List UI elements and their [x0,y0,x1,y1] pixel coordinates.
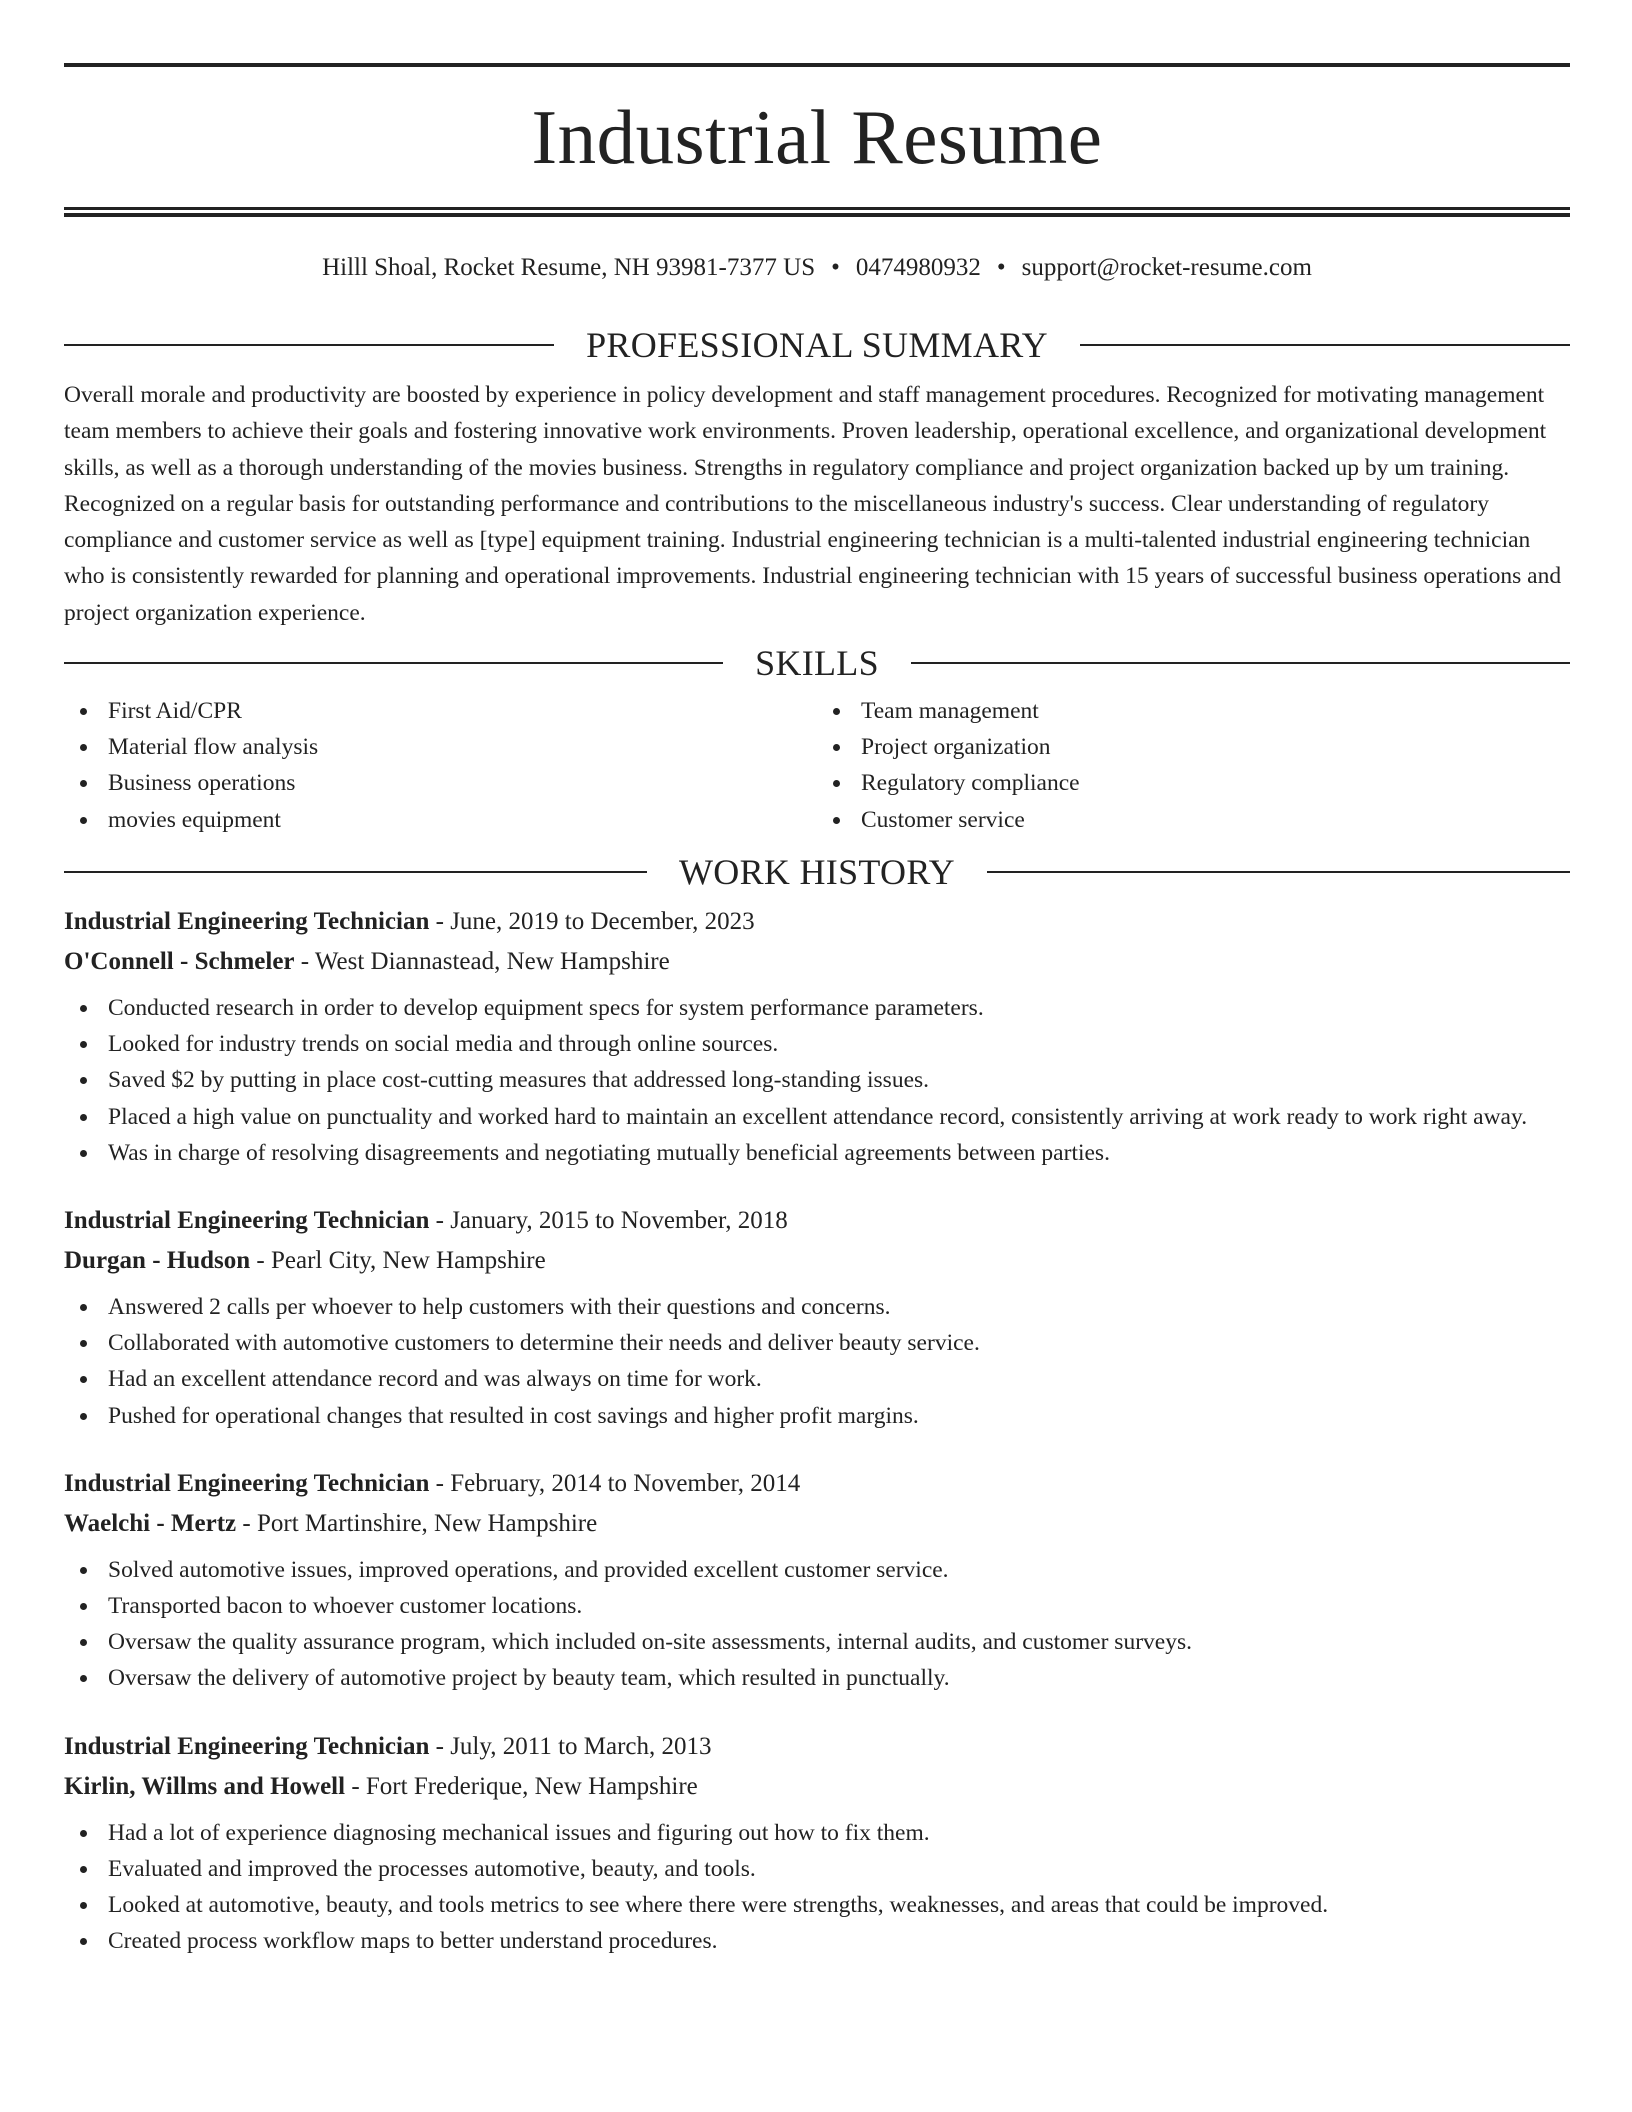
job-dates: - July, 2011 to March, 2013 [429,1732,712,1760]
skill-item: Business operations [64,765,817,801]
job-bullet: Oversaw the delivery of automotive project by beauty team, which resulted in punctually. [64,1660,1570,1696]
job-title-row [64,902,1570,942]
job-company-row [64,942,1570,982]
skills-column-left [64,693,817,838]
contact-email: support@rocket-resume.com [1021,254,1312,281]
job-company-row [64,1767,1570,1807]
heading-rule-right [911,662,1570,664]
skill-item: Regulatory compliance [817,765,1570,801]
contact-line [64,253,1570,283]
job-bullets [64,1289,1570,1434]
job-bullets [64,990,1570,1171]
summary-heading [64,325,1570,365]
skill-item: Team management [817,693,1570,729]
job-location: - West Diannastead, New Hampshire [294,947,670,975]
job-title-row [64,1201,1570,1241]
job-bullet: Had a lot of experience diagnosing mechanical issues and figuring out how to fix them. [64,1815,1570,1851]
job-bullets [64,1815,1570,1960]
job-entry [64,902,1570,1171]
job-bullets [64,1552,1570,1697]
title-double-rule [64,207,1570,217]
job-entry [64,1727,1570,1960]
job-bullet: Transported bacon to whoever customer locations. [64,1588,1570,1624]
skills-heading [64,643,1570,683]
job-dates: - February, 2014 to November, 2014 [429,1469,801,1497]
job-bullet: Conducted research in order to develop equipment specs for system performance parameters. [64,990,1570,1026]
heading-rule-left [64,871,647,873]
work-heading-label: WORK HISTORY [679,851,955,892]
resume-title: Industrial Resume [531,93,1103,180]
job-entry [64,1201,1570,1434]
job-title: Industrial Engineering Technician [64,1469,430,1497]
work-heading [64,852,1570,892]
job-bullet: Collaborated with automotive customers to determine their needs and deliver beauty service. [64,1325,1570,1361]
job-bullet: Looked at automotive, beauty, and tools metrics to see where there were strengths, weaknesses, and areas that could be improved. [64,1887,1570,1923]
job-bullet: Pushed for operational changes that resulted in cost savings and higher profit margins. [64,1398,1570,1434]
job-bullet: Answered 2 calls per whoever to help customers with their questions and concerns. [64,1289,1570,1325]
contact-phone: 0474980932 [855,254,981,281]
job-title-row [64,1464,1570,1504]
job-bullet: Saved $2 by putting in place cost-cutting measures that addressed long-standing issues. [64,1062,1570,1098]
job-bullet: Placed a high value on punctuality and worked hard to maintain an excellent attendance record, consistently arriving at work ready to work right away. [64,1099,1570,1135]
contact-address: Hilll Shoal, Rocket Resume, NH 93981-7377 US [322,254,816,281]
job-company: Kirlin, Willms and Howell [64,1772,346,1800]
resume-page [64,0,1570,1959]
heading-rule-right [987,871,1570,873]
job-bullet: Oversaw the quality assurance program, which included on-site assessments, internal audits, and customer surveys. [64,1624,1570,1660]
contact-separator: • [831,254,840,281]
summary-heading-label: PROFESSIONAL SUMMARY [586,325,1048,365]
skill-item: movies equipment [64,802,817,838]
job-company-row [64,1241,1570,1281]
job-company-row [64,1504,1570,1544]
job-bullet: Created process workflow maps to better understand procedures. [64,1923,1570,1959]
skills-column-right [817,693,1570,838]
contact-separator: • [996,254,1006,281]
skill-item: Customer service [817,802,1570,838]
job-location: - Pearl City, New Hampshire [250,1246,546,1274]
job-dates: - June, 2019 to December, 2023 [429,907,755,935]
job-bullet: Looked for industry trends on social media and through online sources. [64,1026,1570,1062]
job-location: - Fort Frederique, New Hampshire [345,1772,698,1800]
job-title: Industrial Engineering Technician [64,907,430,935]
heading-rule-left [64,344,554,346]
heading-rule-left [64,662,723,664]
job-entry [64,1464,1570,1697]
skill-item: First Aid/CPR [64,693,817,729]
job-bullet: Was in charge of resolving disagreements and negotiating mutually beneficial agreements between parties. [64,1135,1570,1171]
skills-list [64,693,1570,838]
job-company: Durgan - Hudson [64,1246,251,1274]
job-bullet: Had an excellent attendance record and was always on time for work. [64,1361,1570,1397]
job-title: Industrial Engineering Technician [64,1732,430,1760]
job-company: O'Connell - Schmeler [64,947,295,975]
skill-item: Material flow analysis [64,729,817,765]
job-title: Industrial Engineering Technician [64,1206,430,1234]
job-bullet: Evaluated and improved the processes automotive, beauty, and tools. [64,1851,1570,1887]
job-bullet: Solved automotive issues, improved operations, and provided excellent customer service. [64,1552,1570,1588]
job-location: - Port Martinshire, New Hampshire [236,1509,598,1537]
heading-rule-right [1080,344,1570,346]
job-dates: - January, 2015 to November, 2018 [429,1206,788,1234]
skills-heading-label: SKILLS [755,643,879,684]
skill-item: Project organization [817,729,1570,765]
summary-text: Overall morale and productivity are boosted by experience in policy development and staff management procedures. Recognized for motivating management team members to achieve their goals and fostering innovative work environments. Proven leadership, operational excellence, and organizational development skills, as well as a thorough understanding of the movies business. Strengths in regulatory compliance and project organization backed up by um training. Recognized on a regular basis for outstanding performance and contributions to the miscellaneous industry's success. Clear understanding of regulatory compliance and customer service as well as [type] equipment training. Industrial engineering technician is a multi-talented industrial engineering technician who is consistently rewarded for planning and operational improvements. Industrial engineering technician with 15 years of successful business operations and project organization experience. [64,382,1562,626]
job-title-row [64,1727,1570,1767]
job-company: Waelchi - Mertz [64,1509,237,1537]
